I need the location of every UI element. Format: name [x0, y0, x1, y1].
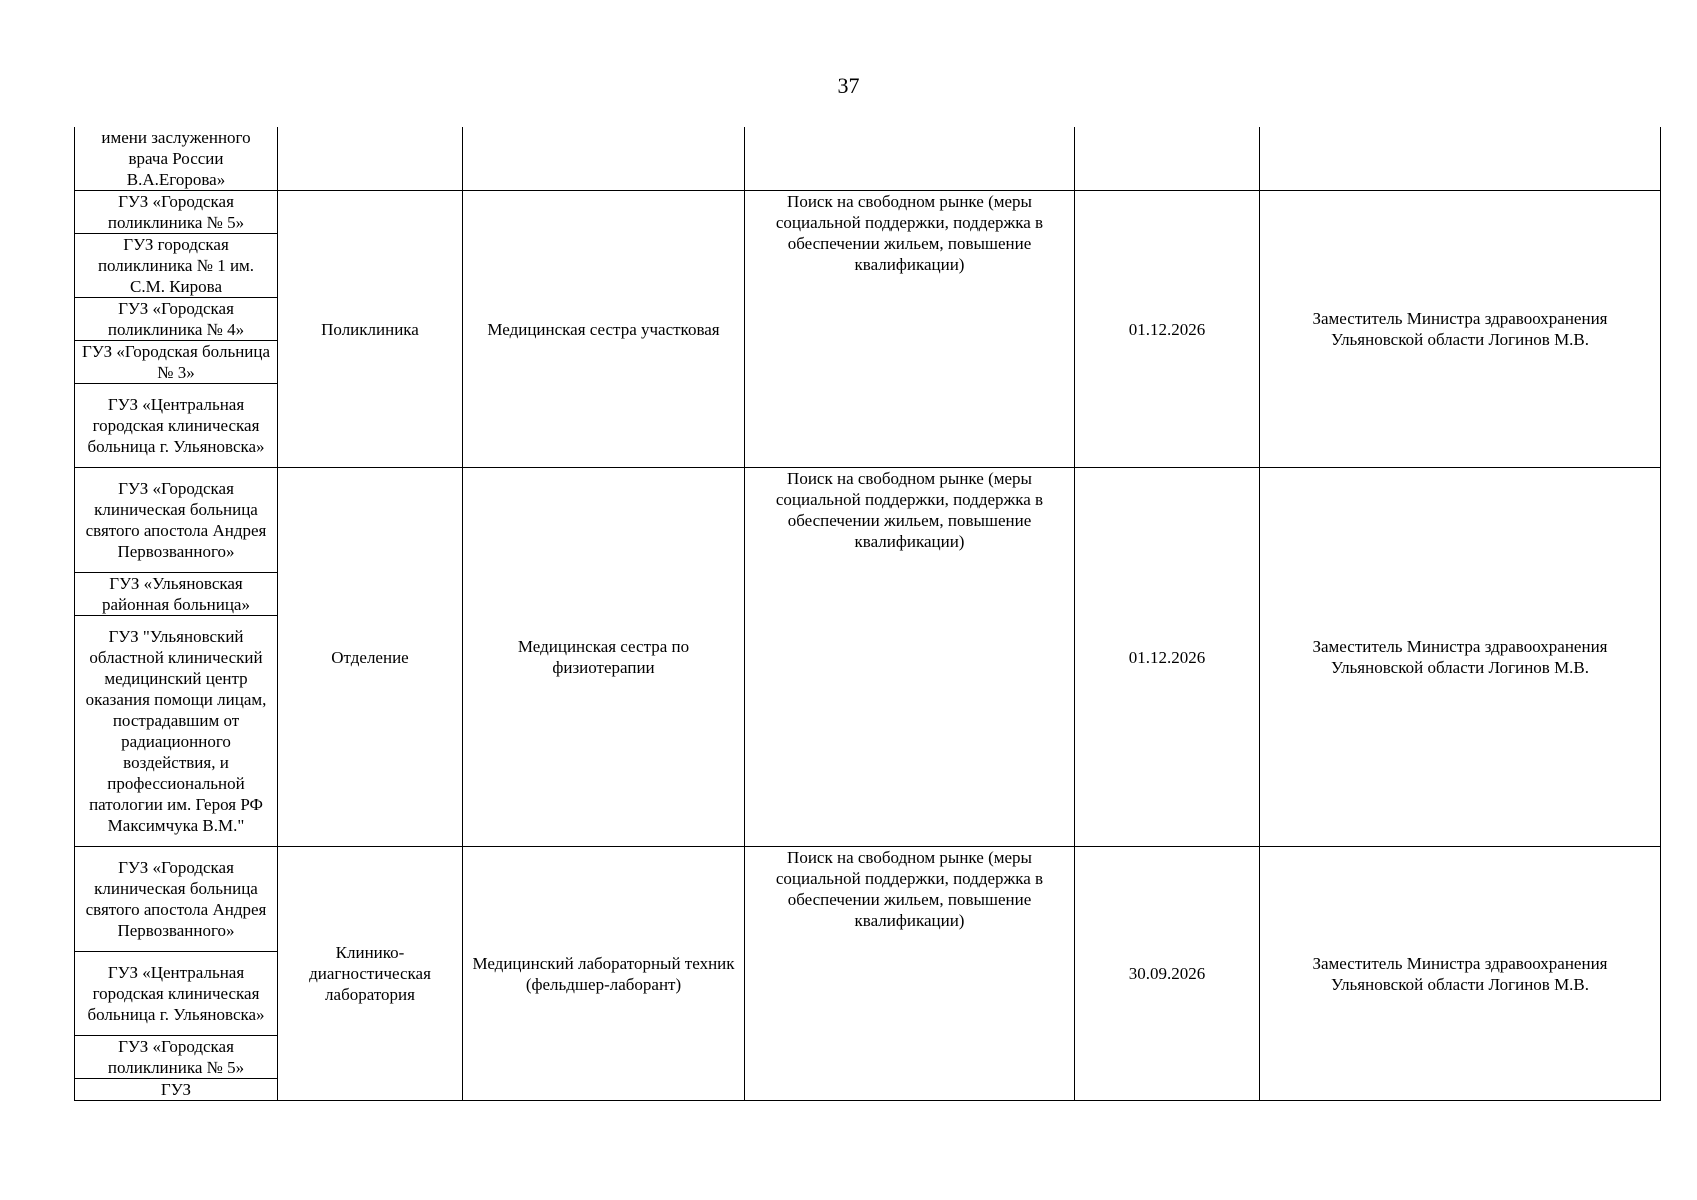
- responsible-cell: Заместитель Министра здравоохранения Ульяновской области Логинов М.В.: [1260, 468, 1661, 847]
- org-cell: имени заслуженного врача России В.А.Егорова»: [75, 127, 278, 191]
- table-row-continuation: [75, 127, 1661, 191]
- staffing-table: [74, 127, 1661, 1101]
- org-cell: ГУЗ «Городская клиническая больница святого апостола Андрея Первозванного»: [75, 468, 278, 573]
- date-cell: 01.12.2026: [1075, 468, 1260, 847]
- org-cell: ГУЗ «Ульяновская районная больница»: [75, 573, 278, 616]
- org-cell: ГУЗ «Городская поликлиника № 4»: [75, 298, 278, 341]
- unit-cell: Клинико-диагностическая лаборатория: [278, 847, 463, 1101]
- org-cell: ГУЗ «Городская клиническая больница святого апостола Андрея Первозванного»: [75, 847, 278, 952]
- position-cell: Медицинская сестра по физиотерапии: [463, 468, 745, 847]
- org-cell: ГУЗ «Городская больница № 3»: [75, 341, 278, 384]
- table-row: [75, 847, 1661, 952]
- responsible-cell: [1260, 127, 1661, 191]
- date-cell: 30.09.2026: [1075, 847, 1260, 1101]
- date-cell: [1075, 127, 1260, 191]
- responsible-cell: Заместитель Министра здравоохранения Ульяновской области Логинов М.В.: [1260, 191, 1661, 468]
- measures-cell: Поиск на свободном рынке (меры социальной поддержки, поддержка в обеспечении жильем, повышение квалификации): [745, 468, 1075, 847]
- table-row: [75, 191, 1661, 234]
- page-number: 37: [837, 73, 860, 98]
- org-cell: ГУЗ «Центральная городская клиническая больница г. Ульяновска»: [75, 952, 278, 1036]
- org-cell: ГУЗ городская поликлиника № 1 им. С.М. Кирова: [75, 234, 278, 298]
- measures-cell: Поиск на свободном рынке (меры социальной поддержки, поддержка в обеспечении жильем, повышение квалификации): [745, 191, 1075, 468]
- unit-cell: [278, 127, 463, 191]
- org-cell: ГУЗ: [75, 1079, 278, 1101]
- table-row: [75, 468, 1661, 573]
- org-cell: ГУЗ "Ульяновский областной клинический медицинский центр оказания помощи лицам, пострадавшим от радиационного воздействия, и профессиональной патологии им. Героя РФ Максимчука В.М.": [75, 616, 278, 847]
- position-cell: Медицинская сестра участковая: [463, 191, 745, 468]
- position-cell: Медицинский лабораторный техник (фельдшер-лаборант): [463, 847, 745, 1101]
- org-cell: ГУЗ «Центральная городская клиническая больница г. Ульяновска»: [75, 384, 278, 468]
- unit-cell: Отделение: [278, 468, 463, 847]
- measures-cell: Поиск на свободном рынке (меры социальной поддержки, поддержка в обеспечении жильем, повышение квалификации): [745, 847, 1075, 1101]
- date-cell: 01.12.2026: [1075, 191, 1260, 468]
- position-cell: [463, 127, 745, 191]
- measures-cell: [745, 127, 1075, 191]
- org-cell: ГУЗ «Городская поликлиника № 5»: [75, 1036, 278, 1079]
- responsible-cell: Заместитель Министра здравоохранения Ульяновской области Логинов М.В.: [1260, 847, 1661, 1101]
- unit-cell: Поликлиника: [278, 191, 463, 468]
- org-cell: ГУЗ «Городская поликлиника № 5»: [75, 191, 278, 234]
